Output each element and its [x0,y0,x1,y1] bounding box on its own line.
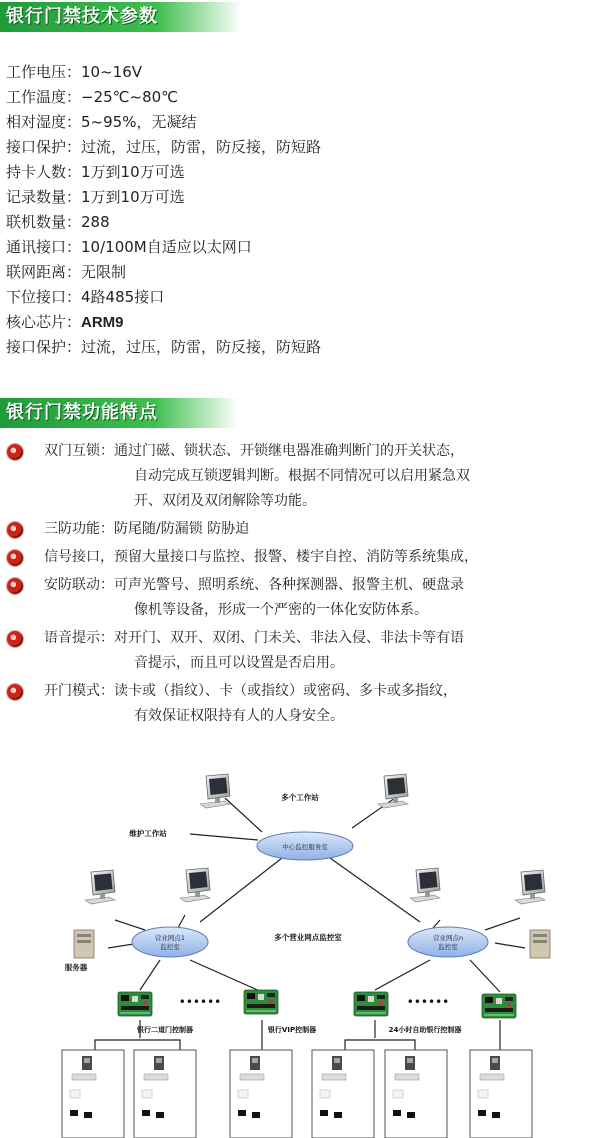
spec-row [6,210,596,235]
spec-row [6,235,596,260]
feature-item [6,517,600,542]
spec-value: 1万到10万可选 [81,163,185,181]
spec-row [6,110,596,135]
spec-label: 核心芯片： [6,313,82,331]
feature-line: 音提示，而且可以设置是否启用。 [134,655,344,671]
spec-row [6,60,596,85]
spec-label: 相对湿度： [6,113,82,131]
target-bullet-icon [7,550,23,566]
spec-value: 10/100M自适应以太网口 [81,238,252,256]
left-node-label-1: 营业网点1 [154,934,186,942]
feature-line: 信号接口，预留大量接口与监控、报警、楼宇自控、消防等系统集成， [44,549,478,565]
spec-value: 5~95%，无凝结 [81,113,197,131]
right-node-label-1: 营业网点n [432,934,464,942]
feature-line: 像机等设备，形成一个严密的一体化安防体系。 [134,602,428,618]
target-bullet-icon [7,444,23,460]
spec-row [6,85,596,110]
feature-line: 语音提示：对开门、双开、双闭、门未关、非法入侵、非法卡等有语 [44,630,464,646]
spec-row [6,135,596,160]
spec-row [6,310,596,335]
spec-value: 1万到10万可选 [81,188,185,206]
maintenance-workstation-label: 维护工作站 [129,829,167,838]
spec-label: 接口保护： [6,338,82,356]
feature-line: 开门模式：读卡或（指纹）、卡（或指纹）或密码、多卡或多指纹， [44,683,457,699]
feature-line: 自动完成互锁逻辑判断。根据不同情况可以启用紧急双 [134,468,470,484]
spec-row [6,185,596,210]
spec-label: 记录数量： [6,188,82,206]
controller-label-left: 银行二道门控制器 [137,1026,193,1034]
spec-value: 4路485接口 [81,288,165,306]
spec-label: 通讯接口： [6,238,82,256]
left-node-label-2: 监控室 [160,943,180,951]
target-bullet-icon [7,684,23,700]
controller-label-right: 24小时自助银行控制器 [388,1026,462,1034]
spec-label: 接口保护： [6,138,82,156]
spec-label: 持卡人数： [6,163,82,181]
spec-row [6,285,596,310]
spec-label: 下位接口： [6,288,82,306]
spec-label: 联网距离： [6,263,82,281]
spec-value: −25℃~80℃ [81,88,179,106]
spec-label: 联机数量： [6,213,82,231]
right-node-label-2: 监控室 [438,943,458,951]
spec-label: 工作温度： [6,88,82,106]
spec-value: 10~16V [81,63,143,81]
feature-item [6,573,600,623]
spec-row [6,335,596,360]
dots-right: •••••• [406,995,450,1009]
spec-value: 288 [81,213,110,231]
feature-line: 三防功能：防尾随/防漏锁 防胁迫 [44,521,250,537]
target-bullet-icon [7,578,23,594]
feature-line: 开、双闭及双闭解除等功能。 [134,493,316,509]
controller-label-mid: 银行VIP控制器 [267,1026,317,1034]
feature-line: 安防联动：可声光警号、照明系统、各种探测器、报警主机、硬盘录 [44,577,464,593]
feature-item [6,626,600,676]
features-list [6,439,600,732]
network-diagram [0,770,600,1138]
spec-value: 过流，过压，防雷，防反接，防短路 [81,138,322,156]
server-label: 服务器 [64,963,88,972]
feature-line: 双门互锁：通过门磁、锁状态、开锁继电器准确判断门的开关状态， [44,443,464,459]
spec-row [6,260,596,285]
feature-item [6,439,600,514]
dots-left: •••••• [178,995,222,1009]
center-node-label: 中心监控服务室 [282,843,328,851]
feature-item [6,545,600,570]
target-bullet-icon [7,522,23,538]
feature-line: 有效保证权限持有人的人身安全。 [134,708,344,724]
branch-monitor-label: 多个营业网点监控室 [274,933,342,942]
spec-row [6,160,596,185]
spec-label: 工作电压： [6,63,82,81]
feature-item [6,679,600,729]
target-bullet-icon [7,631,23,647]
specs-title-banner: 银行门禁技术参数 [0,2,242,32]
features-title-banner: 银行门禁功能特点 [0,398,238,428]
spec-value: 无限制 [81,263,127,281]
spec-value: 过流，过压，防雷，防反接，防短路 [81,338,322,356]
workstations-label: 多个工作站 [281,793,319,802]
spec-value: ARM9 [81,314,124,331]
specs-list [6,60,596,360]
